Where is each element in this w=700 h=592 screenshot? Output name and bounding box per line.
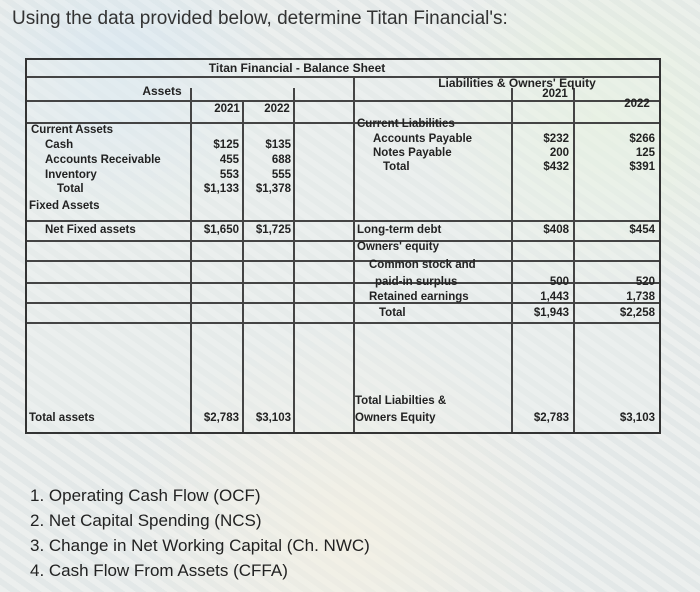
retained-2022: 1,738 xyxy=(626,291,655,303)
np-2022: 125 xyxy=(635,147,655,159)
paid-in-2022: 520 xyxy=(635,276,655,288)
cash-2022: $135 xyxy=(265,139,291,151)
ar-2022: 688 xyxy=(271,154,291,166)
current-total-2021: $1,133 xyxy=(203,183,239,195)
task-item: 4. Cash Flow From Assets (CFFA) xyxy=(30,561,288,580)
ar-2021: 455 xyxy=(219,154,239,166)
total-liab-equity-2021: $2,783 xyxy=(533,412,569,424)
owners-equity-label: Owners' equity xyxy=(357,241,439,253)
question-text: Using the data provided below, determine Titan Financial's: xyxy=(12,8,508,29)
liabilities-header: Liabilities & Owners' Equity xyxy=(438,76,596,90)
sheet-title: Titan Financial - Balance Sheet xyxy=(208,61,386,75)
current-liab-label: Current Liabilities xyxy=(357,118,455,130)
current-total-2022: $1,378 xyxy=(255,183,291,195)
year-2021-left: 2021 xyxy=(214,103,240,115)
ap-label: Accounts Payable xyxy=(373,133,473,145)
ltd-label: Long-term debt xyxy=(357,224,442,236)
common-stock-label: Common stock and xyxy=(369,259,476,271)
current-liab-total-2021: $432 xyxy=(543,161,569,173)
task-item: 2. Net Capital Spending (NCS) xyxy=(30,511,262,530)
total-liab-equity-2022: $3,103 xyxy=(619,412,655,424)
equity-total-2022: $2,258 xyxy=(619,307,655,319)
assets-header: Assets xyxy=(142,84,182,98)
row-line xyxy=(27,220,659,222)
net-fixed-2021: $1,650 xyxy=(203,224,239,236)
col-line xyxy=(190,88,192,432)
net-fixed-label: Net Fixed assets xyxy=(45,224,136,236)
inventory-2022: 555 xyxy=(271,169,291,181)
paid-in-2021: 500 xyxy=(549,276,569,288)
total-liab-equity-label-1: Total Liabilties & xyxy=(355,395,447,407)
inventory-label: Inventory xyxy=(45,169,97,181)
task-item: 3. Change in Net Working Capital (Ch. NWC) xyxy=(30,536,370,555)
np-2021: 200 xyxy=(549,147,569,159)
net-fixed-2022: $1,725 xyxy=(255,224,291,236)
retained-2021: 1,443 xyxy=(540,291,569,303)
total-assets-2021: $2,783 xyxy=(203,412,239,424)
total-liab-equity-label-2: Owners Equity xyxy=(355,412,436,424)
balance-sheet-table xyxy=(25,58,661,434)
ar-label: Accounts Receivable xyxy=(45,154,161,166)
row-line xyxy=(27,122,659,124)
col-line xyxy=(353,76,355,432)
ltd-2022: $454 xyxy=(629,224,655,236)
equity-total-2021: $1,943 xyxy=(533,307,569,319)
row-line xyxy=(27,322,659,324)
equity-total-label: Total xyxy=(379,307,406,319)
task-list xyxy=(30,483,370,583)
current-assets-label: Current Assets xyxy=(31,124,114,136)
year-2021-right: 2021 xyxy=(542,88,568,100)
current-total-label: Total xyxy=(57,183,84,195)
fixed-assets-label: Fixed Assets xyxy=(29,200,100,212)
paid-in-surplus-label: paid-in surplus xyxy=(375,276,458,288)
np-label: Notes Payable xyxy=(373,147,452,159)
inventory-2021: 553 xyxy=(219,169,239,181)
cash-label: Cash xyxy=(45,139,74,151)
total-assets-2022: $3,103 xyxy=(255,412,291,424)
year-2022-left: 2022 xyxy=(264,103,290,115)
cash-2021: $125 xyxy=(213,139,239,151)
task-item: 1. Operating Cash Flow (OCF) xyxy=(30,486,261,505)
retained-earnings-label: Retained earnings xyxy=(369,291,469,303)
col-line xyxy=(242,100,244,432)
col-line xyxy=(511,88,513,432)
total-assets-label: Total assets xyxy=(29,412,95,424)
current-liab-total-label: Total xyxy=(383,161,410,173)
row-line xyxy=(27,260,659,262)
col-line xyxy=(573,88,575,432)
ap-2022: $266 xyxy=(629,133,655,145)
row-line xyxy=(27,240,659,242)
current-liab-total-2022: $391 xyxy=(629,161,655,173)
col-line xyxy=(293,88,295,432)
year-2022-right: 2022 xyxy=(624,98,650,110)
ltd-2021: $408 xyxy=(543,224,569,236)
ap-2021: $232 xyxy=(543,133,569,145)
